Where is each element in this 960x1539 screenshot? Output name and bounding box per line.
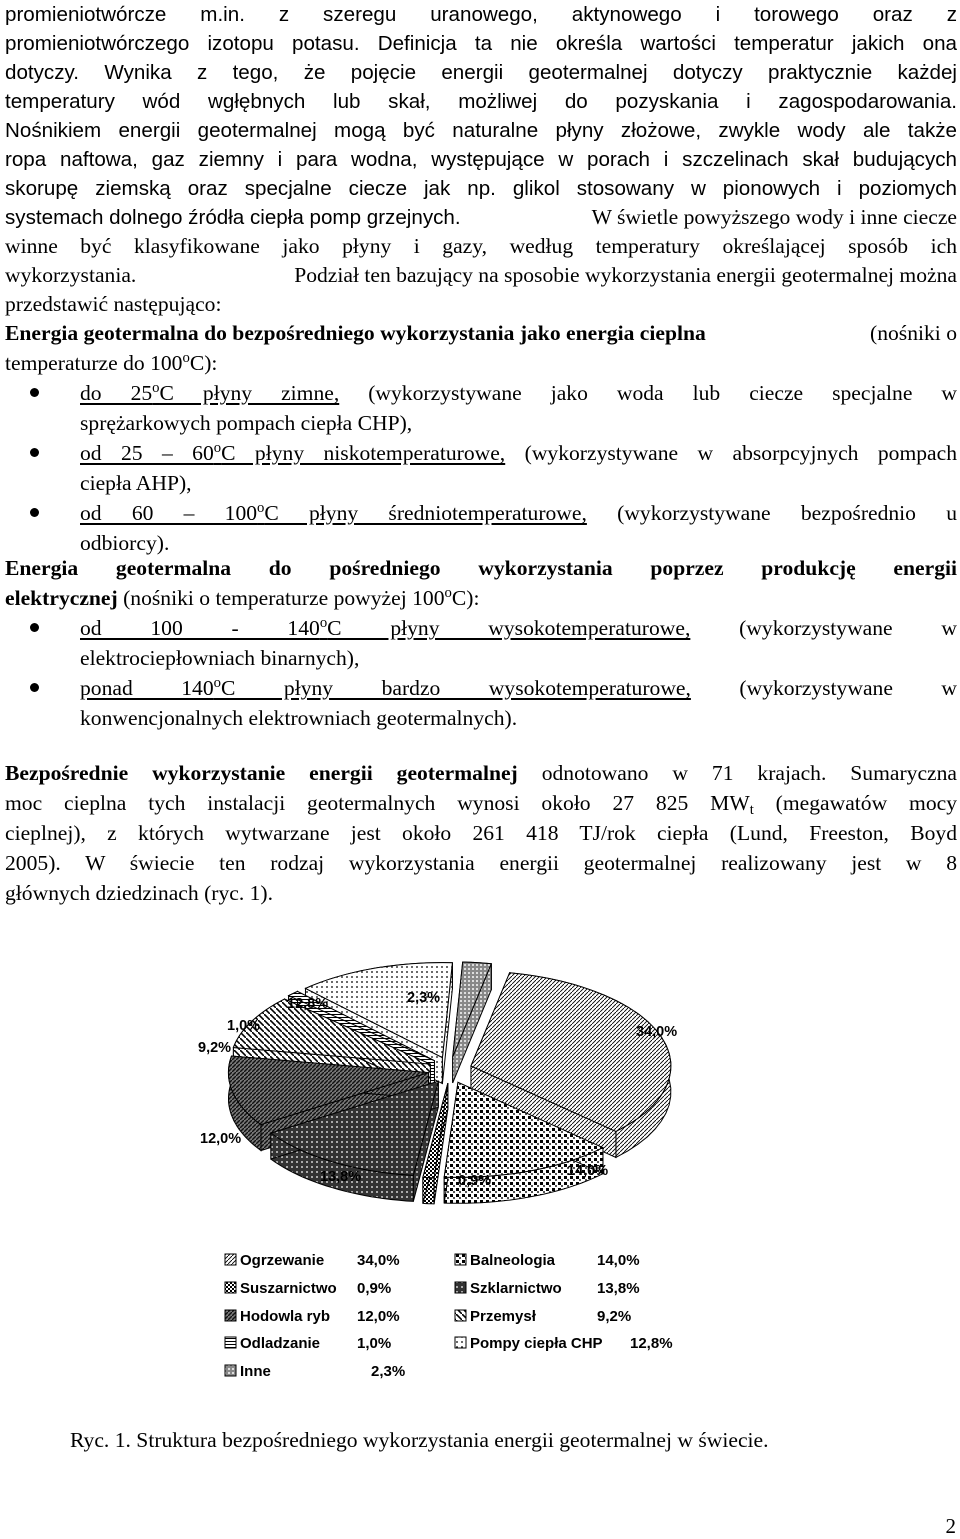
text-span: (wykorzystywane jako woda lub ciecze specjalne w bbox=[368, 381, 957, 405]
mixed-line bbox=[5, 203, 957, 232]
legend-value: 2,3% bbox=[371, 1363, 406, 1380]
legend-value: 9,2% bbox=[597, 1308, 632, 1325]
slice-label-szklarnictwo: 13,8% bbox=[320, 1169, 362, 1185]
slice-label-pompy: 12,8% bbox=[287, 996, 329, 1012]
text-line: głównych dziedzinach (ryc. 1). bbox=[5, 881, 274, 905]
paragraph-intro bbox=[5, 0, 957, 203]
legend-value: 12,8% bbox=[630, 1335, 673, 1352]
legend-item bbox=[225, 1308, 400, 1325]
indirect-heading bbox=[5, 553, 957, 583]
legend-item bbox=[225, 1280, 391, 1297]
legend-swatch bbox=[225, 1310, 236, 1321]
legend-swatch bbox=[225, 1337, 236, 1348]
underlined-term: od 25 – 60$^o$C płyny niskotemperaturowe, bbox=[80, 439, 506, 465]
legend-label: Pompy ciepła CHP bbox=[470, 1335, 603, 1352]
legend-swatch bbox=[455, 1337, 466, 1348]
text-line: wykorzystania. bbox=[5, 263, 137, 287]
legend-value: 12,0% bbox=[357, 1308, 400, 1325]
bold-term: Bezpośrednie wykorzystanie energii geotermalnej bbox=[5, 761, 518, 785]
legend-item bbox=[225, 1363, 405, 1380]
slice-label-suszarnictwo: 0,9% bbox=[458, 1173, 492, 1189]
legend-swatch bbox=[455, 1282, 466, 1293]
text-span: moc cieplna tych instalacji geotermalnych wynosi około 27 825 MW bbox=[5, 791, 750, 815]
text-line: dotyczy. Wynika z tego, że pojęcie energii geotermalnej dotyczy praktycznie każdej bbox=[5, 61, 957, 84]
bullet-item-low-temp bbox=[80, 438, 957, 498]
text-line: 2005). W świecie ten rodzaj wykorzystania energii geotermalnej realizowany jest w 8 bbox=[5, 851, 957, 875]
underlined-term: od 60 – 100$^o$C płyny średniotemperaturowe, bbox=[80, 499, 587, 525]
legend-item bbox=[455, 1308, 631, 1325]
page-number: 2 bbox=[945, 1514, 956, 1538]
legend-label: Suszarnictwo bbox=[240, 1280, 337, 1297]
legend-label: Ogrzewanie bbox=[240, 1252, 325, 1269]
indirect-heading-bold: Energia geotermalna do pośredniego wykorzystania poprzez produkcję energii bbox=[5, 556, 957, 580]
legend-value: 1,0% bbox=[357, 1335, 392, 1352]
bullet-icon bbox=[30, 508, 39, 517]
legend-item bbox=[455, 1280, 640, 1297]
text-span: (megawatów mocy bbox=[775, 791, 957, 815]
superscript: o bbox=[444, 584, 452, 601]
legend-value: 14,0% bbox=[597, 1252, 640, 1269]
text-span: (wykorzystywane bezpośrednio u bbox=[617, 501, 957, 525]
text-line: skorupę ziemską oraz specjalne ciecze jak np. glikol stosowany w pionowych i poziomych bbox=[5, 177, 957, 200]
text-line: systemach dolnego źródła ciepła pomp grzejnych. bbox=[5, 206, 461, 229]
legend-swatch bbox=[225, 1254, 236, 1265]
legend-value: 0,9% bbox=[357, 1280, 392, 1297]
figure-caption: Ryc. 1. Struktura bezpośredniego wykorzystania energii geotermalnej w świecie. bbox=[70, 1428, 769, 1452]
legend-item bbox=[225, 1335, 391, 1352]
text-line: promieniotwórcze m.in. z szeregu uranowego, aktynowego i torowego oraz z bbox=[5, 3, 957, 26]
legend-item bbox=[455, 1252, 640, 1269]
legend-label: Balneologia bbox=[470, 1252, 556, 1269]
bullet-item-cold bbox=[80, 378, 957, 438]
legend-label: Przemysł bbox=[470, 1308, 536, 1325]
legend-swatch bbox=[225, 1365, 236, 1376]
text-span: C): bbox=[451, 586, 480, 610]
bullet-icon bbox=[30, 388, 39, 397]
bullet-item-mid-temp bbox=[80, 498, 957, 558]
underlined-term: do 25$^o$C płyny zimne, bbox=[80, 379, 340, 405]
direct-heading-bold: Energia geotermalna do bezpośredniego wykorzystania jako energia cieplna bbox=[5, 321, 706, 345]
text-line: sprężarkowych pompach ciepła CHP), bbox=[80, 411, 413, 435]
text-line: temperatury wód wgłębnych lub skał, możliwej do pozyskania i zagospodarowania. bbox=[5, 90, 957, 113]
direct-heading-paren: (nośniki o bbox=[870, 321, 957, 345]
text-line: winne być klasyfikowane jako płyny i gazy, według temperatury określającej sposób ich bbox=[5, 234, 957, 258]
slice-label-hodowla: 12,0% bbox=[200, 1131, 242, 1147]
text-line: cieplnej), z których wytwarzane jest około 261 418 TJ/rok ciepła (Lund, Freeston, Boyd bbox=[5, 821, 957, 845]
legend-swatch bbox=[455, 1254, 466, 1265]
legend-swatch bbox=[225, 1282, 236, 1293]
direct-heading bbox=[5, 318, 957, 348]
legend-value: 13,8% bbox=[597, 1280, 640, 1297]
text-span: (wykorzystywane w absorpcyjnych pompach bbox=[524, 441, 958, 465]
direct-heading-line2 bbox=[5, 348, 955, 378]
text-span: (wykorzystywane w bbox=[739, 616, 957, 640]
underlined-term: od 100 - 140$^o$C płyny wysokotemperaturowe, bbox=[80, 614, 691, 640]
paragraph-classification bbox=[5, 232, 957, 261]
bullet-icon bbox=[30, 683, 39, 692]
legend-label: Inne bbox=[240, 1363, 271, 1380]
bullet-icon bbox=[30, 623, 39, 632]
text-line: elektrociepłowniach binarnych), bbox=[80, 646, 360, 670]
text-line: przedstawić następująco: bbox=[5, 292, 222, 316]
text-span: (nośniki o temperaturze powyżej 100 bbox=[123, 586, 445, 610]
text-span: temperaturze do 100 bbox=[5, 351, 183, 375]
underlined-term: ponad 140$^o$C płyny bardzo wysokotemperaturowe, bbox=[80, 674, 691, 700]
text-span: C): bbox=[189, 351, 218, 375]
bullet-item-high-temp bbox=[80, 613, 957, 673]
slice-label-odladzanie: 1,0% bbox=[227, 1018, 261, 1034]
mixed-line bbox=[5, 261, 957, 290]
text-line: ciepła AHP), bbox=[80, 471, 192, 495]
text-line: odbiorcy). bbox=[80, 531, 170, 555]
text-line: konwencjonalnych elektrowniach geotermalnych). bbox=[80, 706, 518, 730]
legend-value: 34,0% bbox=[357, 1252, 400, 1269]
superscript: o bbox=[182, 349, 190, 366]
slice-label-przemysl: 9,2% bbox=[198, 1040, 232, 1056]
bullet-item-very-high-temp bbox=[80, 673, 957, 733]
text-span: odnotowano w 71 krajach. Sumaryczna bbox=[541, 761, 958, 785]
indirect-heading-bold-2: elektrycznej bbox=[5, 586, 118, 610]
text-span: (wykorzystywane w bbox=[739, 676, 957, 700]
text-line: ropa naftowa, gaz ziemny i para wodna, występujące w porach i szczelinach skał budujących bbox=[5, 148, 957, 171]
bullet-icon bbox=[30, 448, 39, 457]
text-line: W świetle powyższego wody i inne ciecze bbox=[591, 205, 957, 229]
text-line: Podział ten bazujący na sposobie wykorzystania energii geotermalnej można bbox=[294, 263, 957, 287]
slice-label-balneologia: 14,0% bbox=[567, 1163, 609, 1179]
legend-item bbox=[225, 1252, 400, 1269]
indirect-heading-line2 bbox=[5, 583, 955, 613]
chart-legend bbox=[225, 1252, 673, 1380]
paragraph-direct-use bbox=[5, 758, 957, 908]
legend-label: Hodowla ryb bbox=[240, 1308, 331, 1325]
text-line: promieniotwórczego izotopu potasu. Definicja ta nie określa wartości temperatur jakich ona bbox=[5, 32, 957, 55]
slice-label-inne: 2,3% bbox=[407, 990, 441, 1006]
legend-item bbox=[455, 1335, 673, 1352]
pie-chart bbox=[0, 960, 960, 1420]
slice-label-ogrzewanie: 34,0% bbox=[636, 1024, 678, 1040]
legend-label: Szklarnictwo bbox=[470, 1280, 562, 1297]
text-line: Nośnikiem energii geotermalnej mogą być naturalne płyny złożowe, zwykle wody ale także bbox=[5, 119, 957, 142]
legend-swatch bbox=[455, 1310, 466, 1321]
legend-label: Odladzanie bbox=[240, 1335, 321, 1352]
subscript: t bbox=[749, 802, 754, 819]
